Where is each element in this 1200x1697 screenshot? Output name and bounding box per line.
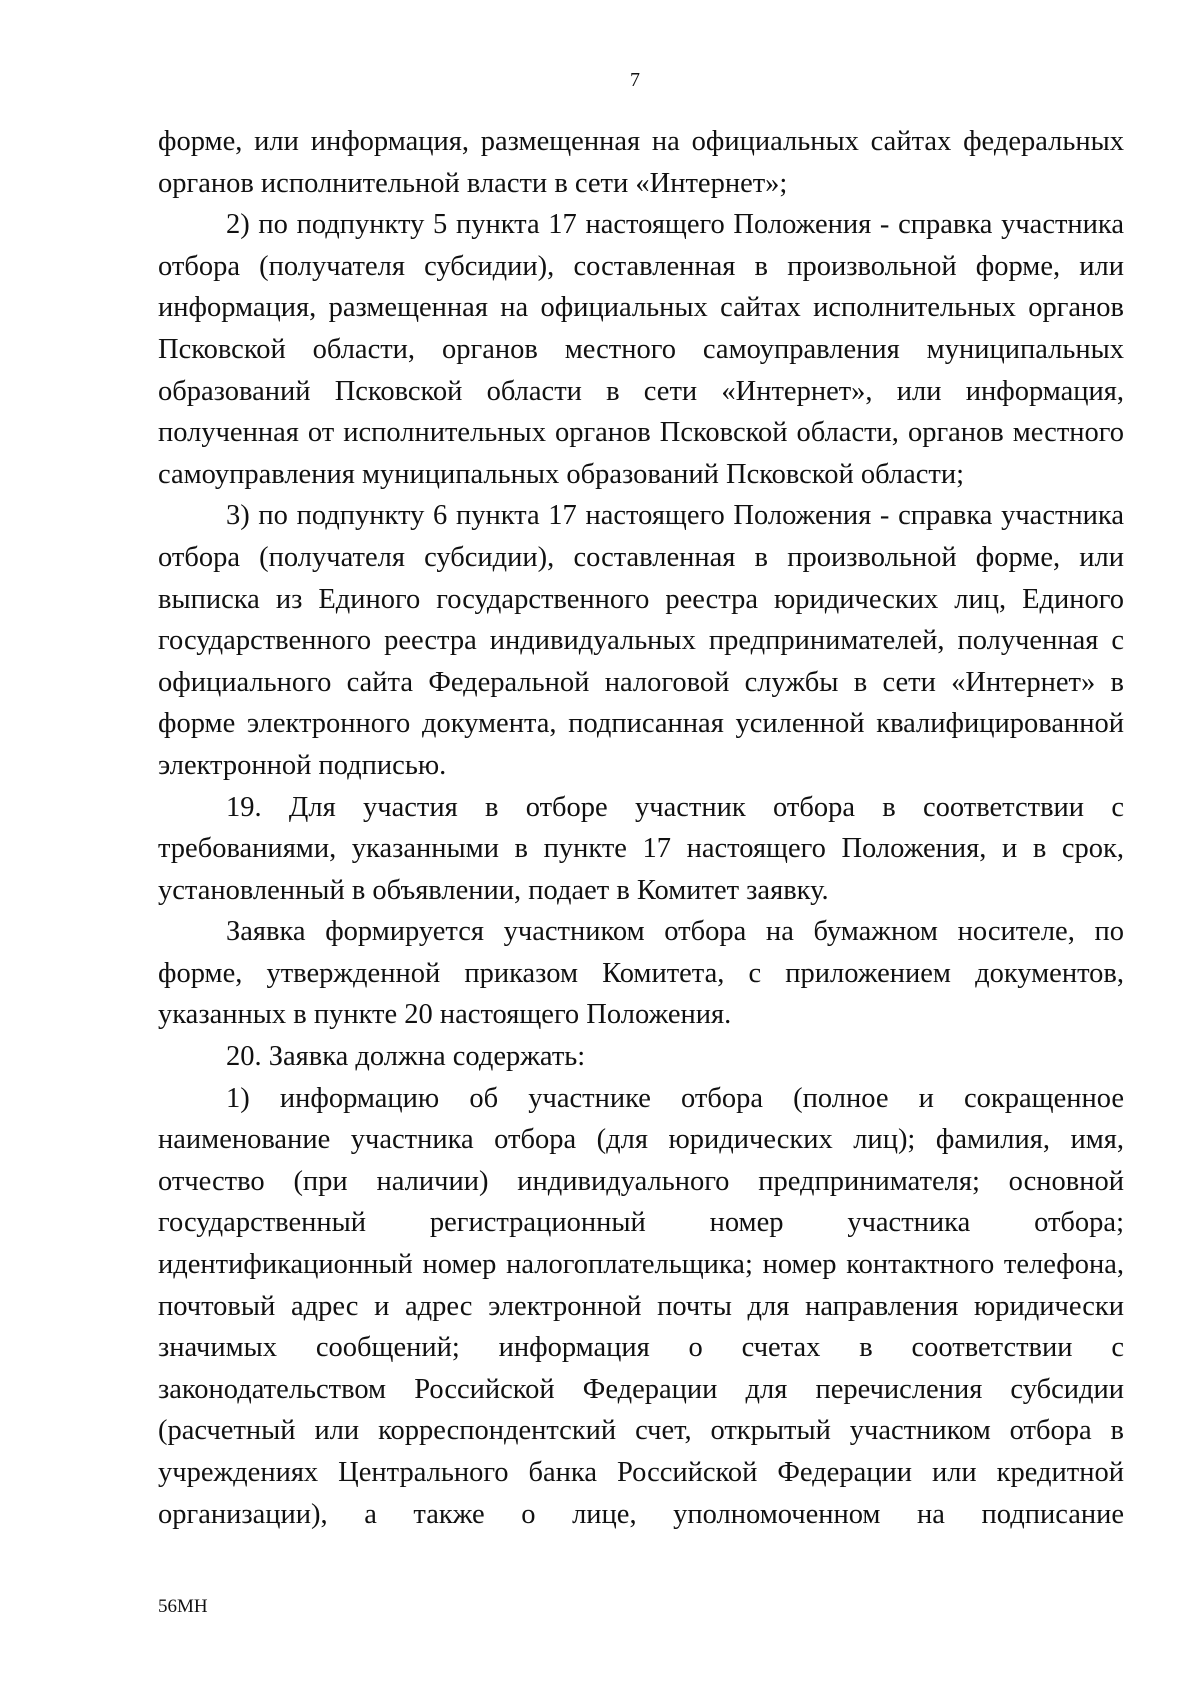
paragraph-clause-19: 19. Для участия в отборе участник отбора в соответствии с требованиями, указанными в пункте 17 настоящего Положения, и в срок, установленный в объявлении, подает в Комитет заявку. (158, 791, 1124, 906)
footer-code: 56МН (158, 1596, 208, 1617)
paragraph-application-form: Заявка формируется участником отбора на бумажном носителе, по форме, утвержденной приказом Комитета, с приложением документов, указанных в пункте 20 настоящего Положения. (158, 916, 1124, 1031)
paragraph-item-1: 1) информацию об участнике отбора (полное и сокращенное наименование участника отбора (для юридических лиц); фамилия, имя, отчество (при наличии) индивидуального предпринимателя; основной государственный регистрационный номер участника отбора; идентификационный номер налогоплательщика; номер контактного телефона, почтовый адрес и адрес электронной почты для направления юридически значимых сообщений; информация о счетах в соответствии с законодательством Российской Федерации для перечисления субсидии (расчетный или корреспондентский счет, открытый участником отбора в учреждениях Центрального банка Российской Федерации или кредитной организации), а также о лице, уполномоченном на подписание (158, 1082, 1124, 1530)
document-body (158, 121, 1124, 1535)
page-number: 7 (630, 69, 640, 91)
paragraph-item-2: 2) по подпункту 5 пункта 17 настоящего Положения - справка участника отбора (получателя субсидии), составленная в произвольной форме, или информация, размещенная на официальных сайтах исполнительных органов Псковской области, органов местного самоуправления муниципальных образований Псковской области в сети «Интернет», или информация, полученная от исполнительных органов Псковской области, органов местного самоуправления муниципальных образований Псковской области; (158, 209, 1124, 490)
paragraph-clause-20: 20. Заявка должна содержать: (226, 1041, 586, 1073)
paragraph-item-3: 3) по подпункту 6 пункта 17 настоящего Положения - справка участника отбора (получателя субсидии), составленная в произвольной форме, или выписка из Единого государственного реестра юридических лиц, Единого государственного реестра индивидуальных предпринимателей, полученная с официального сайта Федеральной налоговой службы в сети «Интернет» в форме электронного документа, подписанная усиленной квалифицированной электронной подписью. (158, 500, 1124, 781)
paragraph-continuation: форме, или информация, размещенная на официальных сайтах федеральных органов исполнительной власти в сети «Интернет»; (158, 126, 1124, 199)
